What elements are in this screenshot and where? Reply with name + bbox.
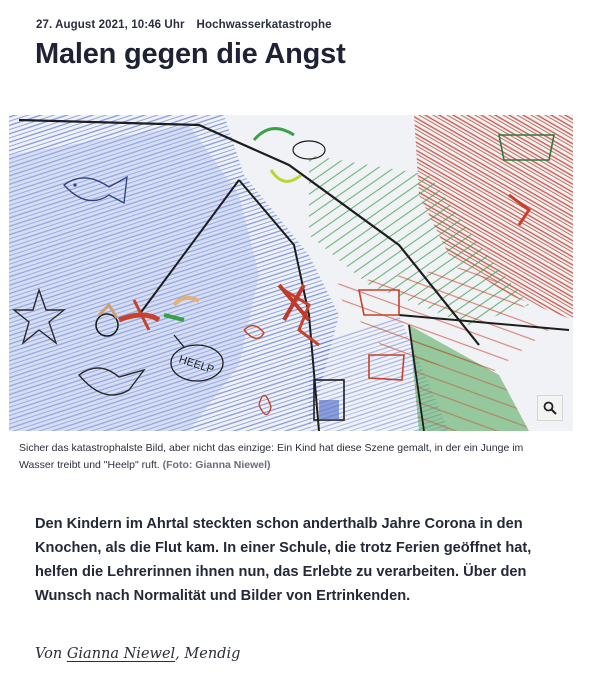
article-lead: Den Kindern im Ahrtal steckten schon anderthalb Jahre Corona in den Knochen, als die Flut kam. In einer Schule, die trotz Ferien geöffnet hat, helfen die Lehrerinnen ihnen nun, das Erlebte zu verarbeiten. Über den Wunsch nach Normalität und Bilder von Ertrinkenden. xyxy=(35,516,532,604)
article-date: 27. August 2021, 10:46 Uhr xyxy=(36,19,185,31)
zoom-button[interactable] xyxy=(537,395,563,421)
article-topic[interactable]: Hochwasserkatastrophe xyxy=(196,19,332,31)
image-caption xyxy=(19,440,539,474)
author-link[interactable]: Gianna Niewel xyxy=(66,646,176,662)
photo-credit: (Foto: Gianna Niewel) xyxy=(162,459,271,471)
magnifier-icon xyxy=(543,401,557,415)
child-drawing xyxy=(9,115,573,431)
caption-text: Sicher das katastrophalste Bild, aber nicht das einzige: Ein Kind hat diese Szene gemalt, in der ein Junge im Wasser treibt und "Heelp" ruft. xyxy=(19,442,524,471)
byline-location: , Mendig xyxy=(175,646,241,662)
speech-bubble-text: HEELP xyxy=(177,353,216,377)
article-byline xyxy=(35,646,240,662)
byline-prefix: Von xyxy=(35,646,67,662)
article-headline: Malen gegen die Angst xyxy=(35,38,346,70)
article-image[interactable] xyxy=(9,115,573,431)
article-meta xyxy=(36,19,332,31)
